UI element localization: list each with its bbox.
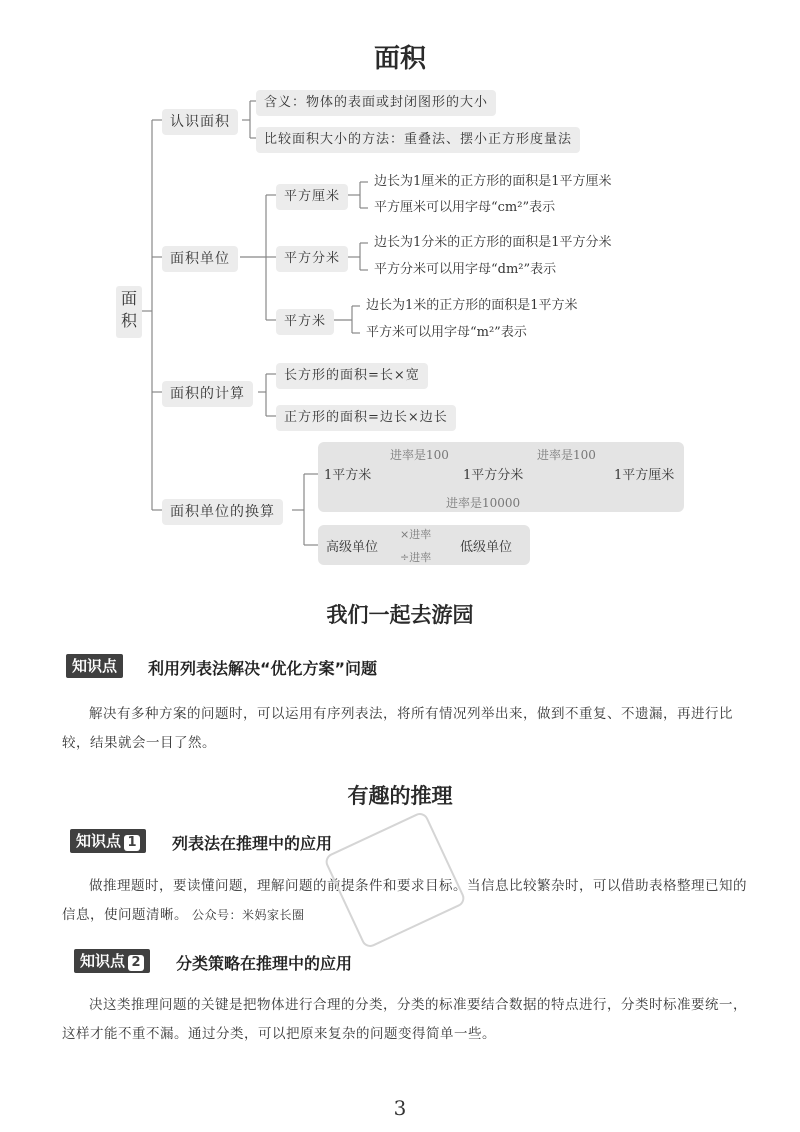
rate-label-1: 进率是100 — [390, 448, 449, 462]
knowledge-tag-2-label: 知识点 — [80, 952, 126, 970]
branch-unit-conversion: 面积单位的换算 — [162, 499, 283, 525]
knowledge-tag-1-label: 知识点 — [76, 832, 122, 850]
low-unit: 低级单位 — [460, 540, 513, 555]
rate-label-2: 进率是100 — [537, 448, 596, 462]
knowledge-tag: 知识点 — [66, 654, 123, 678]
branch-area-units: 面积单位 — [162, 246, 238, 272]
unit-m2-symbol: 平方米可以用字母“m²”表示 — [366, 325, 527, 340]
knowledge-tag-1 — [70, 829, 146, 853]
mindmap-title: 面积 — [373, 44, 426, 74]
branch-recognize-area: 认识面积 — [162, 109, 238, 135]
knowledge-2-heading: 分类策略在推理中的应用 — [176, 954, 353, 973]
multiply-rate: ×进率 — [400, 528, 432, 541]
knowledge-2-paragraph: 决这类推理问题的关键是把物体进行合理的分类，分类的标准要结合数据的特点进行，分类时标准要统一，这样才能不重不漏。通过分类，可以把原来复杂的问题变得简单一些。 — [62, 997, 747, 1042]
page-number: 3 — [393, 1096, 407, 1120]
unit-m2-node: 1平方米 — [324, 468, 372, 483]
knowledge-1-paragraph — [62, 872, 752, 930]
unit-dm2: 平方分米 — [276, 246, 348, 272]
unit-m2-def: 边长为1米的正方形的面积是1平方米 — [366, 298, 578, 313]
knowledge-1-heading: 列表法在推理中的应用 — [172, 834, 333, 853]
knowledge-tag-2-number: 2 — [128, 955, 144, 971]
high-unit: 高级单位 — [326, 540, 379, 555]
unit-dm2-node: 1平方分米 — [463, 468, 524, 483]
square-area-formula: 正方形的面积=边长×边长 — [276, 405, 456, 431]
knowledge-tag-2 — [74, 949, 150, 973]
mindmap-root: 面积 — [116, 286, 142, 338]
unit-dm2-symbol: 平方分米可以用字母“dm²”表示 — [374, 262, 557, 277]
divide-rate: ÷进率 — [400, 551, 432, 564]
knowledge-paragraph: 解决有多种方案的问题时，可以运用有序列表法，将所有情况列举出来，做到不重复、不遗漏，再进行比较，结果就会一目了然。 — [62, 706, 733, 751]
knowledge-heading: 利用列表法解决“优化方案”问题 — [148, 659, 378, 678]
knowledge-1-text: 做推理题时，要读懂问题，理解问题的前提条件和要求目标。当信息比较繁杂时，可以借助表格整理已知的信息，使问题清晰。 — [62, 878, 747, 923]
rect-area-formula: 长方形的面积=长×宽 — [276, 363, 428, 389]
branch-area-calc: 面积的计算 — [162, 381, 253, 407]
unit-m2: 平方米 — [276, 309, 334, 335]
rate-label-3: 进率是10000 — [446, 496, 521, 510]
unit-dm2-def: 边长为1分米的正方形的面积是1平方分米 — [374, 235, 612, 250]
knowledge-tag-1-number: 1 — [124, 835, 140, 851]
unit-cm2: 平方厘米 — [276, 184, 348, 210]
unit-cm2-node: 1平方厘米 — [614, 468, 675, 483]
compare-method: 比较面积大小的方法：重叠法、摆小正方形度量法 — [256, 127, 580, 153]
unit-cm2-def: 边长为1厘米的正方形的面积是1平方厘米 — [374, 174, 612, 189]
area-meaning: 含义：物体的表面或封闭图形的大小 — [256, 90, 496, 116]
section-title-park: 我们一起去游园 — [326, 603, 474, 627]
public-account-note: 公众号：米妈家长圈 — [192, 908, 305, 922]
unit-cm2-symbol: 平方厘米可以用字母“cm²”表示 — [374, 200, 556, 215]
section-title-reasoning: 有趣的推理 — [347, 784, 453, 808]
